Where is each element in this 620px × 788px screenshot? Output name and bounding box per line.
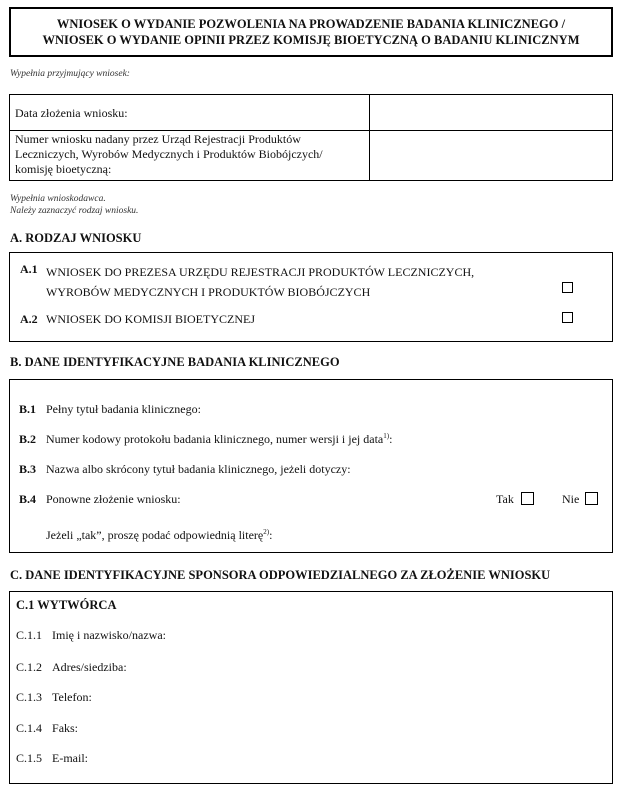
c1-2-row	[16, 660, 127, 675]
applicant-note-line2: Należy zaznaczyć rodzaj wniosku.	[10, 206, 139, 216]
c1-5-code: C.1.5	[16, 751, 43, 765]
a1-checkbox[interactable]	[562, 282, 573, 293]
b4-yes-label: Tak	[496, 492, 514, 506]
a1-code: A.1	[20, 262, 38, 276]
date-submitted-field[interactable]	[370, 95, 612, 129]
b4-code: B.4	[19, 492, 37, 506]
c1-1-label: Imię i nazwisko/nazwa:	[52, 628, 166, 642]
b2-label-tail: :	[389, 432, 393, 446]
b4-followup-footnote-marker: 2)	[263, 528, 270, 536]
c1-3-row	[16, 690, 92, 705]
form-title-line2: WNIOSEK O WYDANIE OPINII PRZEZ KOMISJĘ BIOETYCZNĄ O BADANIU KLINICZNYM	[42, 33, 580, 47]
section-a-heading: A. RODZAJ WNIOSKU	[10, 231, 142, 245]
c1-2-label: Adres/siedziba:	[52, 660, 127, 674]
a1-label-line1: WNIOSEK DO PREZESA URZĘDU REJESTRACJI PRODUKTÓW LECZNICZYCH,	[46, 265, 475, 279]
b4-followup-label	[46, 528, 272, 543]
c1-1-code: C.1.1	[16, 628, 43, 642]
b4-label: Ponowne złożenie wniosku:	[46, 492, 181, 506]
application-number-field[interactable]	[370, 131, 612, 180]
c1-5-label: E-mail:	[52, 751, 89, 765]
applicant-note-line1: Wypełnia wnioskodawca.	[10, 194, 106, 204]
form-title-box	[9, 7, 613, 57]
section-c-heading: C. DANE IDENTYFIKACYJNE SPONSORA ODPOWIEDZIALNEGO ZA ZŁOŻENIE WNIOSKU	[10, 568, 551, 582]
b2-label	[46, 432, 392, 447]
b4-no-label: Nie	[562, 492, 580, 506]
a2-label: WNIOSEK DO KOMISJI BIOETYCZNEJ	[46, 312, 255, 326]
a2-code: A.2	[20, 312, 38, 326]
c1-3-label: Telefon:	[52, 690, 92, 704]
c1-4-code: C.1.4	[16, 721, 43, 735]
date-submitted-label: Data złożenia wniosku:	[15, 106, 128, 120]
b2-code: B.2	[19, 432, 37, 446]
c1-5-row	[16, 751, 88, 766]
b4-followup-tail: :	[269, 528, 273, 542]
b4-no-checkbox[interactable]	[585, 492, 598, 505]
b3-label: Nazwa albo skrócony tytuł badania klinicznego, jeżeli dotyczy:	[46, 462, 351, 476]
application-number-label-line2: Leczniczych, Wyrobów Medycznych i Produktów Biobójczych/	[15, 147, 323, 161]
section-c-box	[9, 591, 613, 784]
application-number-label-line1: Numer wniosku nadany przez Urząd Rejestracji Produktów	[15, 132, 301, 146]
b2-footnote-marker: 1)	[383, 432, 390, 440]
a1-label-line2: WYROBÓW MEDYCZNYCH I PRODUKTÓW BIOBÓJCZYCH	[46, 285, 371, 299]
b4-yes-checkbox[interactable]	[521, 492, 534, 505]
c1-1-row	[16, 628, 166, 643]
applicant-note	[10, 193, 138, 217]
c1-heading: C.1 WYTWÓRCA	[16, 598, 117, 612]
b1-label: Pełny tytuł badania klinicznego:	[46, 402, 201, 416]
c1-4-label: Faks:	[52, 721, 79, 735]
b2-label-text: Numer kodowy protokołu badania klinicznego, numer wersji i jej data	[46, 432, 384, 446]
b1-code: B.1	[19, 402, 37, 416]
a1-label	[46, 262, 474, 302]
form-title-line1: WNIOSEK O WYDANIE POZWOLENIA NA PROWADZENIE BADANIA KLINICZNEGO /	[56, 17, 566, 31]
c1-3-code: C.1.3	[16, 690, 43, 704]
c1-2-code: C.1.2	[16, 660, 43, 674]
application-number-label-line3: komisję bioetyczną:	[15, 162, 112, 176]
b4-followup-text: Jeżeli „tak”, proszę podać odpowiednią literę	[46, 528, 264, 542]
application-number-label	[15, 132, 367, 177]
a2-checkbox[interactable]	[562, 312, 573, 323]
c1-4-row	[16, 721, 78, 736]
section-b-heading: B. DANE IDENTYFIKACYJNE BADANIA KLINICZNEGO	[10, 355, 340, 369]
intake-note: Wypełnia przyjmujący wniosek:	[10, 69, 130, 79]
b3-code: B.3	[19, 462, 37, 476]
